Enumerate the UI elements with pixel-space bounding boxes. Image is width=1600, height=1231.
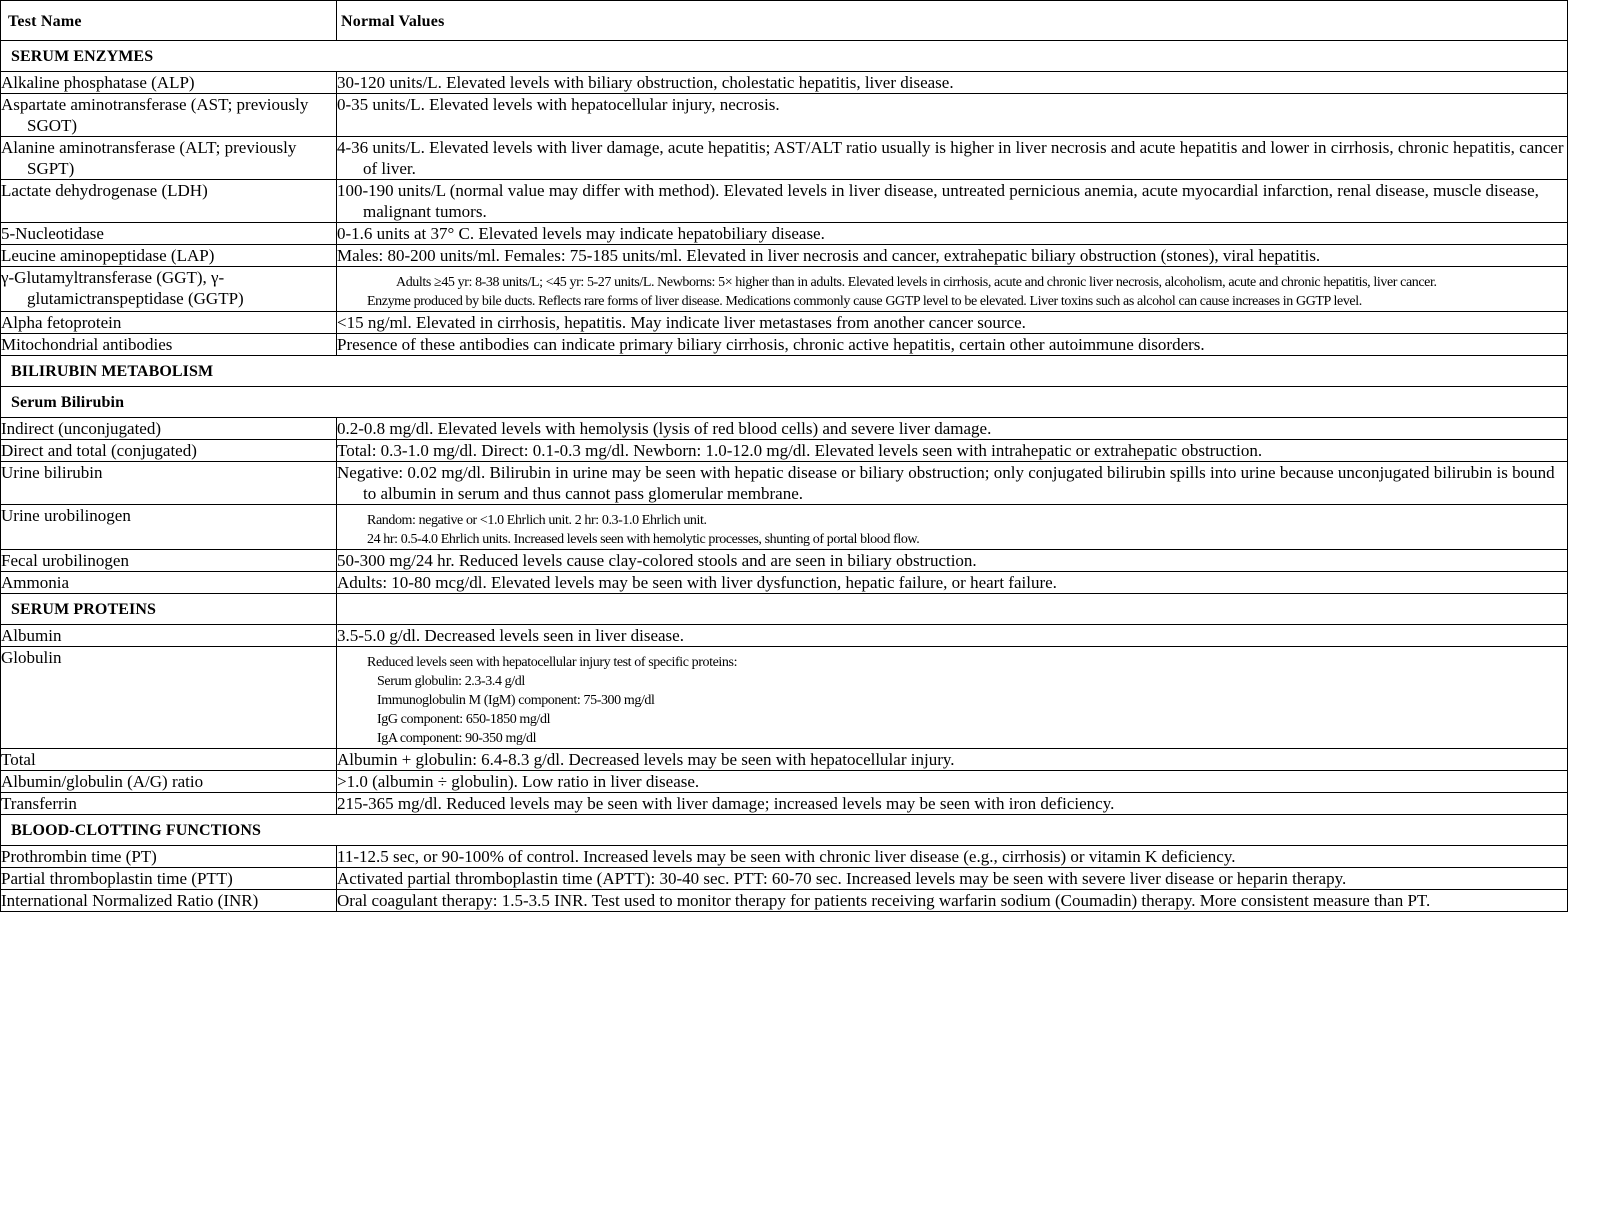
test-value: Activated partial thromboplastin time (APTT): 30-40 sec. PTT: 60-70 sec. Increased levels may be seen with severe liver disease or heparin therapy. xyxy=(337,868,1568,890)
table-row xyxy=(1,890,1568,912)
test-value xyxy=(337,267,1568,312)
table-row xyxy=(1,625,1568,647)
test-value: Presence of these antibodies can indicate primary biliary cirrhosis, chronic active hepatitis, certain other autoimmune disorders. xyxy=(337,334,1568,356)
test-name: Total xyxy=(1,749,337,771)
table-header-row xyxy=(1,1,1568,41)
section-header-row xyxy=(1,356,1568,387)
test-value: 11-12.5 sec, or 90-100% of control. Increased levels may be seen with chronic liver disease (e.g., cirrhosis) or vitamin K deficiency. xyxy=(337,846,1568,868)
test-value: 100-190 units/L (normal value may differ with method). Elevated levels in liver disease, untreated pernicious anemia, acute myocardial infarction, renal disease, muscle disease, malignant tumors. xyxy=(337,180,1568,223)
test-name: Albumin/globulin (A/G) ratio xyxy=(1,771,337,793)
table-row xyxy=(1,462,1568,505)
table-row xyxy=(1,72,1568,94)
test-name: Ammonia xyxy=(1,572,337,594)
table-row xyxy=(1,180,1568,223)
value-paragraph: 24 hr: 0.5-4.0 Ehrlich units. Increased levels seen with hemolytic processes, shunting of portal blood flow. xyxy=(367,532,920,547)
test-value: 30-120 units/L. Elevated levels with biliary obstruction, cholestatic hepatitis, liver disease. xyxy=(337,72,1568,94)
table-row xyxy=(1,137,1568,180)
test-name: Mitochondrial antibodies xyxy=(1,334,337,356)
test-value: 215-365 mg/dl. Reduced levels may be seen with liver damage; increased levels may be seen with iron deficiency. xyxy=(337,793,1568,815)
section-title-bilirubin-metabolism: BILIRUBIN METABOLISM xyxy=(1,356,1568,387)
test-name: Partial thromboplastin time (PTT) xyxy=(1,868,337,890)
subsection-header-row xyxy=(1,387,1568,418)
table-row xyxy=(1,846,1568,868)
test-name: Albumin xyxy=(1,625,337,647)
value-paragraph: Adults ≥45 yr: 8-38 units/L; <45 yr: 5-27 units/L. Newborns: 5× higher than in adults. Elevated levels in cirrhosis, acute and chronic liver necrosis, alcoholism, acute and chronic hepatitis, liver cancer. xyxy=(396,275,1437,290)
test-value: 4-36 units/L. Elevated levels with liver damage, acute hepatitis; AST/ALT ratio usually is higher in liver necrosis and acute hepatitis and lower in cirrhosis, chronic hepatitis, cancer of liver. xyxy=(337,137,1568,180)
test-value: >1.0 (albumin ÷ globulin). Low ratio in liver disease. xyxy=(337,771,1568,793)
column-header-test-name: Test Name xyxy=(1,1,337,41)
table-row xyxy=(1,771,1568,793)
table-row xyxy=(1,868,1568,890)
table-row xyxy=(1,267,1568,312)
test-value xyxy=(337,647,1568,749)
table-row xyxy=(1,572,1568,594)
value-list-item: Immunoglobulin M (IgM) component: 75-300 mg/dl xyxy=(377,693,655,708)
test-value: Albumin + globulin: 6.4-8.3 g/dl. Decreased levels may be seen with hepatocellular injury. xyxy=(337,749,1568,771)
value-paragraph: Reduced levels seen with hepatocellular injury test of specific proteins: xyxy=(367,655,738,670)
test-name: Leucine aminopeptidase (LAP) xyxy=(1,245,337,267)
test-name: Globulin xyxy=(1,647,337,749)
test-value: 3.5-5.0 g/dl. Decreased levels seen in liver disease. xyxy=(337,625,1568,647)
test-value: 50-300 mg/24 hr. Reduced levels cause clay-colored stools and are seen in biliary obstruction. xyxy=(337,550,1568,572)
test-name: Prothrombin time (PT) xyxy=(1,846,337,868)
section-header-row xyxy=(1,815,1568,846)
test-value: 0.2-0.8 mg/dl. Elevated levels with hemolysis (lysis of red blood cells) and severe liver damage. xyxy=(337,418,1568,440)
table-row xyxy=(1,245,1568,267)
table-row xyxy=(1,647,1568,749)
test-value xyxy=(337,505,1568,550)
test-name: Alanine aminotransferase (ALT; previously SGPT) xyxy=(1,137,337,180)
subsection-title-serum-bilirubin: Serum Bilirubin xyxy=(1,387,1568,418)
table-row xyxy=(1,793,1568,815)
test-name: Alpha fetoprotein xyxy=(1,312,337,334)
table-row xyxy=(1,312,1568,334)
test-value: Males: 80-200 units/ml. Females: 75-185 units/ml. Elevated in liver necrosis and cancer, extrahepatic biliary obstruction (stones), viral hepatitis. xyxy=(337,245,1568,267)
table-row xyxy=(1,94,1568,137)
table-row xyxy=(1,749,1568,771)
section-title-blood-clotting: BLOOD-CLOTTING FUNCTIONS xyxy=(1,815,1568,846)
section-header-row xyxy=(1,41,1568,72)
test-value: Total: 0.3-1.0 mg/dl. Direct: 0.1-0.3 mg/dl. Newborn: 1.0-12.0 mg/dl. Elevated levels seen with intrahepatic or extrahepatic obstruction. xyxy=(337,440,1568,462)
test-name: Aspartate aminotransferase (AST; previously SGOT) xyxy=(1,94,337,137)
test-name: Alkaline phosphatase (ALP) xyxy=(1,72,337,94)
test-name: 5-Nucleotidase xyxy=(1,223,337,245)
table-row xyxy=(1,334,1568,356)
test-value: Oral coagulant therapy: 1.5-3.5 INR. Test used to monitor therapy for patients receiving warfarin sodium (Coumadin) therapy. More consistent measure than PT. xyxy=(337,890,1568,912)
test-value: Negative: 0.02 mg/dl. Bilirubin in urine may be seen with hepatic disease or biliary obstruction; only conjugated bilirubin spills into urine because unconjugated bilirubin is bound to albumin in serum and thus cannot pass glomerular membrane. xyxy=(337,462,1568,505)
test-name: Urine urobilinogen xyxy=(1,505,337,550)
value-paragraph: Random: negative or <1.0 Ehrlich unit. 2 hr: 0.3-1.0 Ehrlich unit. xyxy=(367,513,707,528)
test-name: Lactate dehydrogenase (LDH) xyxy=(1,180,337,223)
value-list-item: IgG component: 650-1850 mg/dl xyxy=(377,712,551,727)
column-header-normal-values: Normal Values xyxy=(337,1,1568,41)
table-row xyxy=(1,550,1568,572)
table-row xyxy=(1,223,1568,245)
test-name: Direct and total (conjugated) xyxy=(1,440,337,462)
test-name: International Normalized Ratio (INR) xyxy=(1,890,337,912)
test-name: γ-Glutamyltransferase (GGT), γ-glutamictranspeptidase (GGTP) xyxy=(1,267,337,312)
test-value: 0-35 units/L. Elevated levels with hepatocellular injury, necrosis. xyxy=(337,94,1568,137)
table-row xyxy=(1,418,1568,440)
test-name: Fecal urobilinogen xyxy=(1,550,337,572)
value-list-item: IgA component: 90-350 mg/dl xyxy=(377,731,537,746)
test-value: 0-1.6 units at 37° C. Elevated levels may indicate hepatobiliary disease. xyxy=(337,223,1568,245)
section-title-serum-enzymes: SERUM ENZYMES xyxy=(1,41,1568,72)
section-blank-cell xyxy=(337,594,1568,625)
table-row xyxy=(1,440,1568,462)
test-name: Transferrin xyxy=(1,793,337,815)
table-row xyxy=(1,505,1568,550)
section-title-serum-proteins: SERUM PROTEINS xyxy=(1,594,337,625)
value-list-item: Serum globulin: 2.3-3.4 g/dl xyxy=(377,674,525,689)
section-header-row xyxy=(1,594,1568,625)
test-value: Adults: 10-80 mcg/dl. Elevated levels may be seen with liver dysfunction, hepatic failure, or heart failure. xyxy=(337,572,1568,594)
test-name: Indirect (unconjugated) xyxy=(1,418,337,440)
value-paragraph: Enzyme produced by bile ducts. Reflects rare forms of liver disease. Medications commonly cause GGTP level to be elevated. Liver toxins such as alcohol can cause increases in GGTP level. xyxy=(367,294,1362,309)
test-value: <15 ng/ml. Elevated in cirrhosis, hepatitis. May indicate liver metastases from another cancer source. xyxy=(337,312,1568,334)
test-name: Urine bilirubin xyxy=(1,462,337,505)
